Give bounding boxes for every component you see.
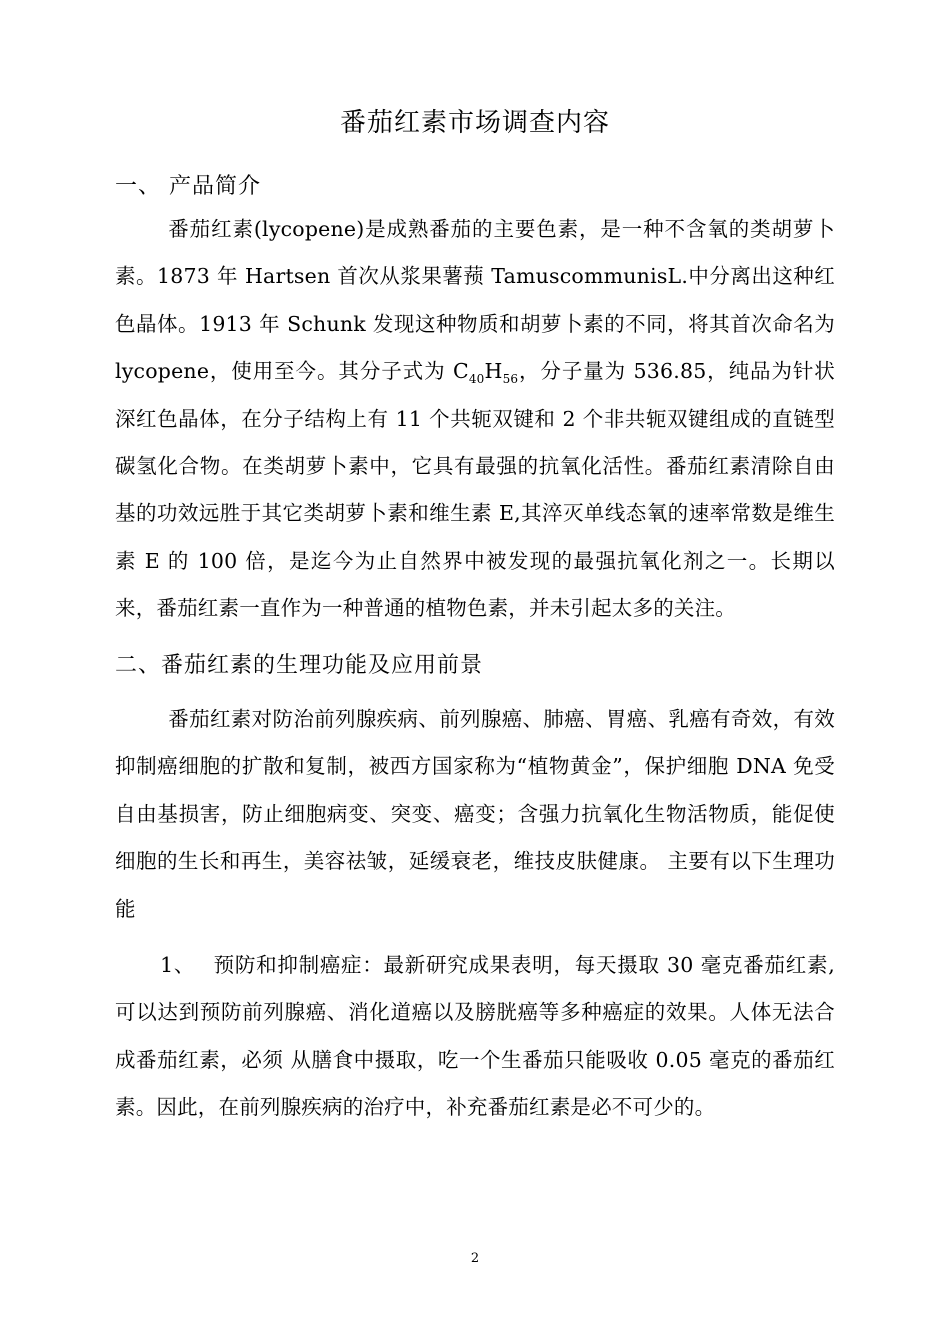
physiology-paragraph: 番茄红素对防治前列腺疾病、前列腺癌、肺癌、胃癌、乳癌有奇效，有效抑制癌细胞的扩散和复制，被西方国家称为“植物黄金”，保护细胞 DNA 免受自由基损害，防止细胞病变、突变、癌变；含强力抗氧化生物活物质，能促使细胞的生长和再生，美容祛皱，延缓衰老，维技皮肤健康。 主要有以下生理功能 bbox=[115, 707, 835, 921]
page-number: 2 bbox=[470, 1251, 480, 1266]
function-item-1-number: 1、 bbox=[160, 953, 196, 977]
function-item-1-text: 预防和抑制癌症：最新研究成果表明，每天摄取 30 毫克番茄红素,可以达到预防前列腺癌、消化道癌以及膀胱癌等多种癌症的效果。人体无法合成番茄红素，必须 从膳食中摄取，吃一个生番茄只能吸收 0.05 毫克的番茄红素。因此，在前列腺疾病的治疗中，补充番茄红素是必不可少的。 bbox=[115, 953, 835, 1120]
formula-carbon-count: 40 bbox=[468, 372, 485, 387]
section-heading-product-intro: 一、 产品简介 bbox=[115, 174, 261, 199]
function-item-1 bbox=[115, 942, 835, 1132]
section-heading-physiology: 二、番茄红素的生理功能及应用前景 bbox=[115, 653, 484, 678]
product-intro-text-part1: 番茄红素(lycopene)是成熟番茄的主要色素，是一种不含氧的类胡萝卜素。1873 年 Hartsen 首次从浆果薯蓣 TamuscommunisL.中分离出这种红色晶体。1913 年 Schunk 发现这种物质和胡萝卜素的不同，将其首次命名为 lycopene，使用至今。其分子式为 bbox=[115, 217, 835, 384]
product-intro-paragraph bbox=[115, 206, 835, 633]
document-title: 番茄红素市场调查内容 bbox=[339, 108, 610, 138]
formula-hydrogen-count: 56 bbox=[502, 372, 519, 387]
formula-hydrogen: H bbox=[484, 359, 503, 384]
formula-carbon: C bbox=[452, 359, 469, 384]
molecular-formula bbox=[452, 359, 519, 387]
product-intro-text-part2: ，分子量为 536.85，纯品为针状深红色晶体，在分子结构上有 11 个共轭双键和 2 个非共轭双键组成的直链型碳氢化合物。在类胡萝卜素中，它具有最强的抗氧化活性。番茄红素清除自由基的功效远胜于其它类胡萝卜素和维生素 E,其淬灭单线态氧的速率常数是维生素 E 的 100 倍，是迄今为止自然界中被发现的最强抗氧化剂之一。长期以来，番茄红素一直作为一种普通的植物色素，并未引起太多的关注。 bbox=[115, 359, 835, 621]
